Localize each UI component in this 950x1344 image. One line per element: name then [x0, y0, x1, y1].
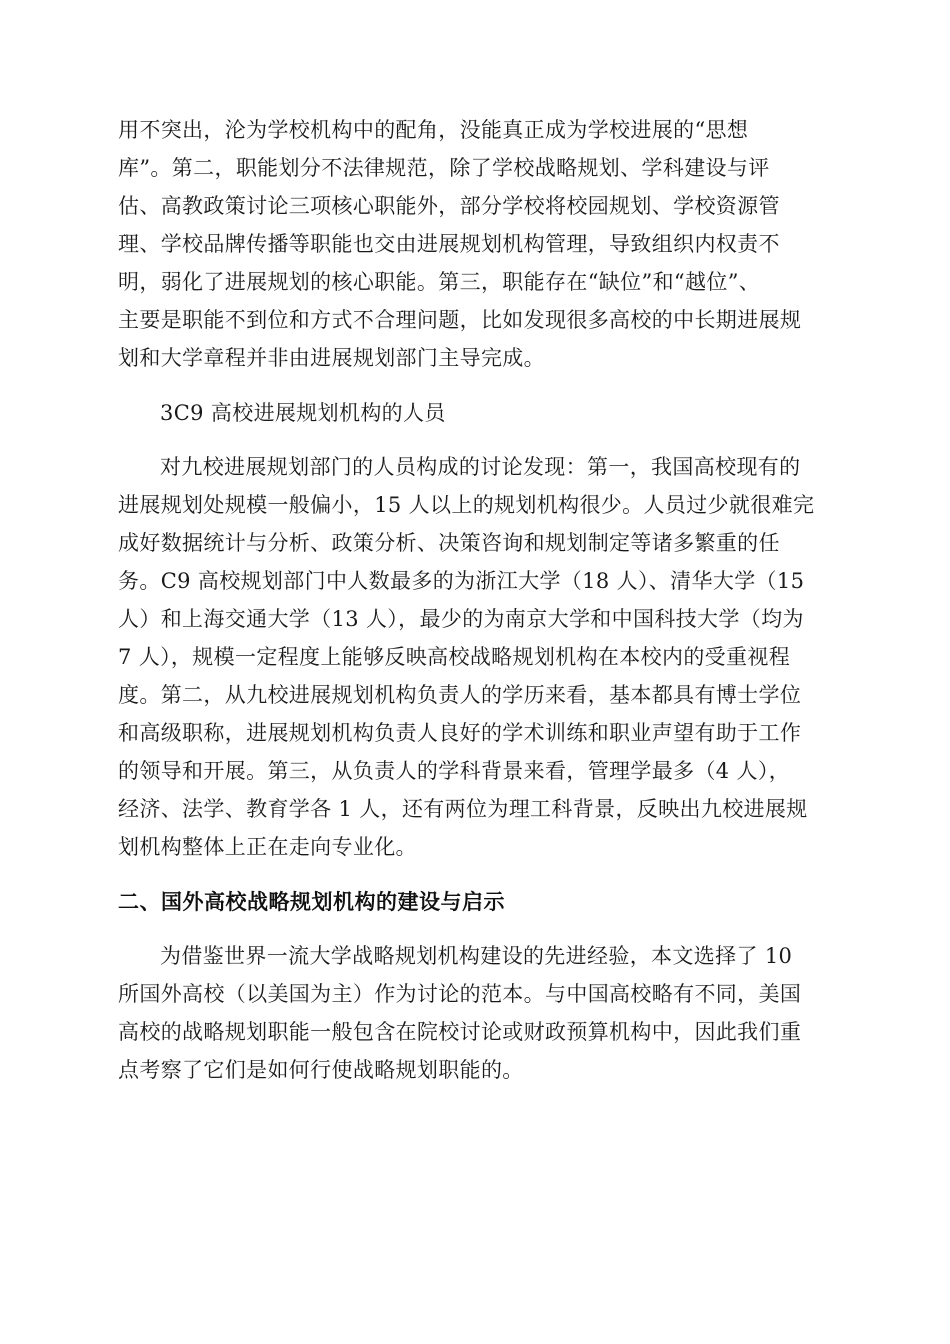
paragraph-2-line-1: 对九校进展规划部门的人员构成的讨论发现：第一，我国高校现有的	[160, 455, 801, 479]
paragraph-2-line-6: 7 人），规模一定程度上能够反映高校战略规划机构在本校内的受重视程	[118, 645, 791, 669]
paragraph-1-line-6: 主要是职能不到位和方式不合理问题，比如发现很多高校的中长期进展规	[118, 308, 802, 332]
paragraph-2-line-8: 和高级职称，进展规划机构负责人良好的学术训练和职业声望有助于工作	[118, 721, 802, 745]
paragraph-2-line-11: 划机构整体上正在走向专业化。	[118, 835, 417, 859]
paragraph-1-line-2: 库”。第二，职能划分不法律规范，除了学校战略规划、学科建设与评	[118, 156, 770, 180]
subsection-heading: 3C9 高校进展规划机构的人员	[160, 401, 446, 425]
paragraph-1-line-3: 估、高教政策讨论三项核心职能外，部分学校将校园规划、学校资源管	[118, 194, 780, 218]
paragraph-2-line-9: 的领导和开展。第三，从负责人的学科背景来看，管理学最多（4 人），	[118, 759, 791, 783]
paragraph-2-line-5: 人）和上海交通大学（13 人），最少的为南京大学和中国科技大学（均为	[118, 607, 804, 631]
section-heading: 二、国外高校战略规划机构的建设与启示	[118, 890, 505, 914]
paragraph-1-line-7: 划和大学章程并非由进展规划部门主导完成。	[118, 346, 545, 370]
paragraph-3-line-2: 所国外高校（以美国为主）作为讨论的范本。与中国高校略有不同，美国	[118, 982, 802, 1006]
paragraph-1-line-1: 用不突出，沦为学校机构中的配角，没能真正成为学校进展的“思想	[118, 118, 749, 142]
paragraph-2-line-4: 务。C9 高校规划部门中人数最多的为浙江大学（18 人）、清华大学（15	[118, 569, 805, 593]
paragraph-1-line-4: 理、学校品牌传播等职能也交由进展规划机构管理，导致组织内权责不	[118, 232, 780, 256]
paragraph-2-line-10: 经济、法学、教育学各 1 人，还有两位为理工科背景，反映出九校进展规	[118, 797, 808, 821]
paragraph-2-line-2: 进展规划处规模一般偏小，15 人以上的规划机构很少。人员过少就很难完	[118, 493, 815, 517]
paragraph-2-line-7: 度。第二，从九校进展规划机构负责人的学历来看，基本都具有博士学位	[118, 683, 802, 707]
paragraph-3-line-1: 为借鉴世界一流大学战略规划机构建设的先进经验，本文选择了 10	[160, 944, 793, 968]
paragraph-3-line-4: 点考察了它们是如何行使战略规划职能的。	[118, 1058, 524, 1082]
paragraph-1-line-5: 明，弱化了进展规划的核心职能。第三，职能存在“缺位”和“越位”、	[118, 270, 761, 294]
paragraph-2-line-3: 成好数据统计与分析、政策分析、决策咨询和规划制定等诸多繁重的任	[118, 531, 780, 555]
paragraph-3-line-3: 高校的战略规划职能一般包含在院校讨论或财政预算机构中，因此我们重	[118, 1020, 802, 1044]
